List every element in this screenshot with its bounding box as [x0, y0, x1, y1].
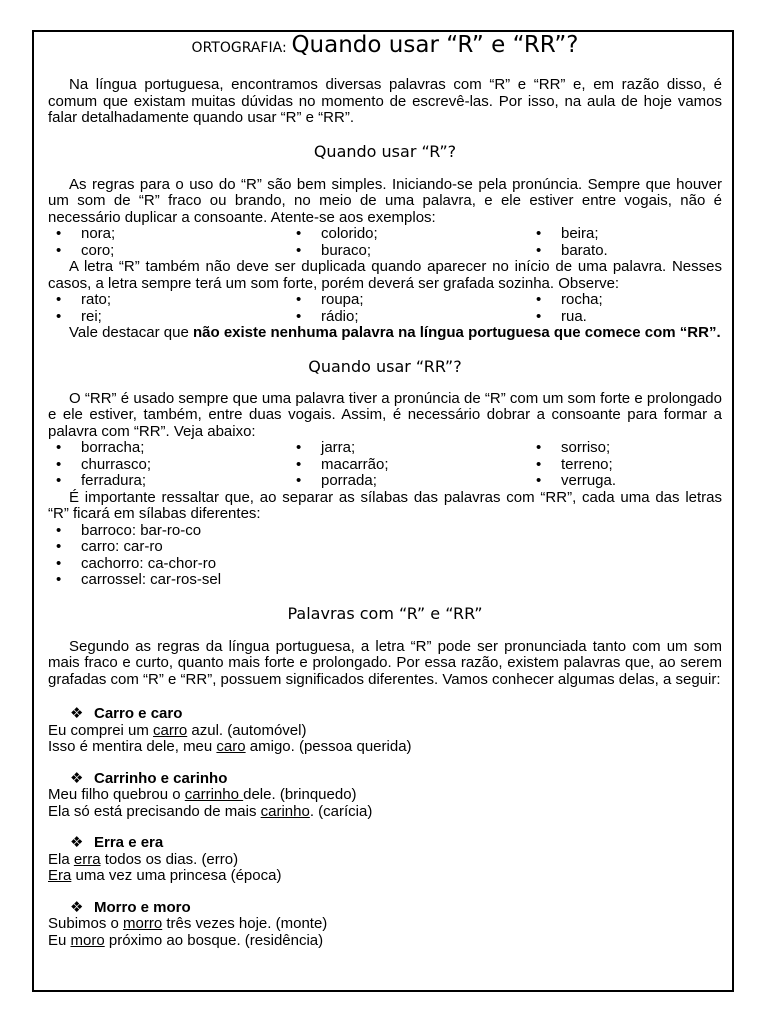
- list-item: • rato;: [54, 292, 294, 309]
- section-r-paragraph-3: [48, 325, 722, 342]
- sentence-text: Ela: [48, 850, 74, 868]
- section-pairs-intro: Segundo as regras da língua portuguesa, a letra “R” pode ser pronunciada tanto com um som mais fraco e curto, quanto mais forte e prolongado. Por essa razão, existem palavras que, ao serem grafadas com “R” e “RR”, possuem significados diferentes. Vamos conhecer algumas delas, a seguir:: [48, 637, 722, 688]
- sentence-text: próximo ao bosque. (residência): [104, 931, 324, 949]
- word-pair-title: [48, 770, 722, 788]
- document-frame: [32, 30, 734, 992]
- list-item: • rei;: [54, 309, 294, 326]
- word-pair: [48, 834, 722, 885]
- example-sentence: [48, 868, 722, 885]
- list-item: • sorriso;: [534, 440, 714, 457]
- list-item: • verruga.: [534, 473, 714, 490]
- word-pair-title-text: Carrinho e carinho: [94, 769, 228, 787]
- section-r-paragraph-2: A letra “R” também não deve ser duplicada quando aparecer no início de uma palavra. Nesses casos, a letra sempre terá um som forte, porém deverá ser grafada sozinha. Observe:: [48, 258, 722, 292]
- sentence-text: Subimos o: [48, 915, 124, 932]
- sentence-text: azul. (automóvel): [187, 721, 307, 739]
- highlighted-word: moro: [70, 931, 105, 949]
- word-pair-title: [48, 834, 722, 852]
- word-pair: [48, 705, 722, 756]
- section-rr-examples-1: [48, 440, 722, 490]
- sentence-text: Isso é mentira dele, meu: [48, 738, 217, 755]
- list-item: • beira;: [534, 226, 714, 243]
- list-item: • carro: car-ro: [54, 539, 722, 556]
- highlighted-word: carinho: [260, 802, 310, 820]
- document-content: [48, 32, 722, 949]
- highlighted-word: carro: [153, 721, 188, 739]
- list-item: • colorido;: [294, 226, 534, 243]
- document-title: [48, 32, 722, 67]
- list-item: • macarrão;: [294, 457, 534, 474]
- highlighted-word: morro: [123, 915, 163, 932]
- sentence-text: Meu filho quebrou o: [48, 786, 185, 803]
- intro-paragraph: Na língua portuguesa, encontramos diversas palavras com “R” e “RR” e, em razão disso, é comum que existam muitas dúvidas no momento de escrevê-las. Por isso, na aula de hoje vamos falar detalhadamente quando usar “R” e “RR”.: [48, 76, 722, 126]
- sentence-text: Eu comprei um: [48, 721, 154, 739]
- list-item: • coro;: [54, 243, 294, 260]
- highlighted-word: erra: [73, 850, 101, 868]
- diamond-bullet-icon: ❖: [70, 833, 84, 851]
- section-heading-r: Quando usar “R”?: [313, 141, 457, 161]
- word-pair-title: [48, 705, 722, 723]
- section-r-examples-2: [48, 292, 722, 325]
- list-item: • roupa;: [294, 292, 534, 309]
- sentence-text: Ela só está precisando de mais: [48, 802, 261, 820]
- sentence-text: uma vez uma princesa (época): [71, 867, 282, 884]
- sentence-text: amigo. (pessoa querida): [245, 738, 412, 755]
- highlighted-word: Era: [48, 867, 72, 884]
- word-pair: [48, 770, 722, 821]
- section-heading-rr: Quando usar “RR”?: [308, 356, 462, 376]
- list-item: • buraco;: [294, 243, 534, 260]
- list-item: • rua.: [534, 309, 714, 326]
- list-item: • barroco: bar-ro-co: [54, 523, 722, 540]
- syllable-list: [48, 523, 722, 589]
- list-item: • terreno;: [534, 457, 714, 474]
- list-item: • nora;: [54, 226, 294, 243]
- word-pairs: [48, 705, 722, 949]
- sentence-text: Eu: [48, 931, 71, 949]
- example-sentence: [48, 852, 722, 869]
- section-rr-paragraph-1: O “RR” é usado sempre que uma palavra tiver a pronúncia de “R” com um som forte e prolongado e ele estiver, também, entre duas vogais. Assim, é necessário dobrar a consoante para formar a palavra com “RR”. Veja abaixo:: [48, 389, 722, 440]
- sentence-text: dele. (brinquedo): [243, 786, 357, 803]
- sentence-text: todos os dias. (erro): [100, 850, 239, 868]
- section-heading-pairs: Palavras com “R” e “RR”: [287, 603, 483, 623]
- example-sentence: [48, 916, 722, 933]
- list-item: • ferradura;: [54, 473, 294, 490]
- list-item: • porrada;: [294, 473, 534, 490]
- title-prefix: ORTOGRAFIA:: [191, 40, 287, 56]
- section-r-paragraph-3-emphasis: não existe nenhuma palavra na língua portuguesa que comece com “RR”.: [192, 324, 721, 341]
- word-pair-title-text: Morro e moro: [94, 898, 191, 916]
- example-sentence: [48, 933, 722, 950]
- word-pair-title: [48, 899, 722, 917]
- list-item: • rocha;: [534, 292, 714, 309]
- diamond-bullet-icon: ❖: [70, 897, 84, 916]
- example-sentence: [48, 787, 722, 804]
- example-sentence: [48, 739, 722, 756]
- list-item: • rádio;: [294, 309, 534, 326]
- sentence-text: . (carícia): [309, 802, 373, 820]
- section-r-paragraph-3-text: Vale destacar que: [69, 324, 193, 341]
- word-pair-title-text: Carro e caro: [94, 705, 183, 722]
- sentence-text: três vezes hoje. (monte): [162, 915, 328, 932]
- title-main: Quando usar “R” e “RR”?: [291, 32, 579, 58]
- diamond-bullet-icon: ❖: [70, 768, 84, 787]
- example-sentence: [48, 804, 722, 821]
- word-pair: [48, 899, 722, 950]
- list-item: • barato.: [534, 243, 714, 260]
- list-item: • carrossel: car-ros-sel: [54, 572, 722, 589]
- list-item: • cachorro: ca-chor-ro: [54, 556, 722, 573]
- list-item: • churrasco;: [54, 457, 294, 474]
- list-item: • jarra;: [294, 440, 534, 457]
- highlighted-word: caro: [216, 738, 246, 755]
- diamond-bullet-icon: ❖: [70, 704, 84, 722]
- section-r-examples-1: [48, 226, 722, 259]
- example-sentence: [48, 723, 722, 740]
- section-r-paragraph-1: As regras para o uso do “R” são bem simples. Iniciando-se pela pronúncia. Sempre que houver um som de “R” fraco ou brando, no meio de uma palavra, e ele estiver entre vogais, não é necessário duplicar a consoante. Atente-se aos exemplos:: [48, 175, 722, 226]
- list-item: • borracha;: [54, 440, 294, 457]
- word-pair-title-text: Erra e era: [94, 834, 164, 851]
- highlighted-word: carrinho: [184, 786, 244, 803]
- section-rr-paragraph-2: É importante ressaltar que, ao separar as sílabas das palavras com “RR”, cada uma das letras “R” ficará em sílabas diferentes:: [48, 488, 722, 522]
